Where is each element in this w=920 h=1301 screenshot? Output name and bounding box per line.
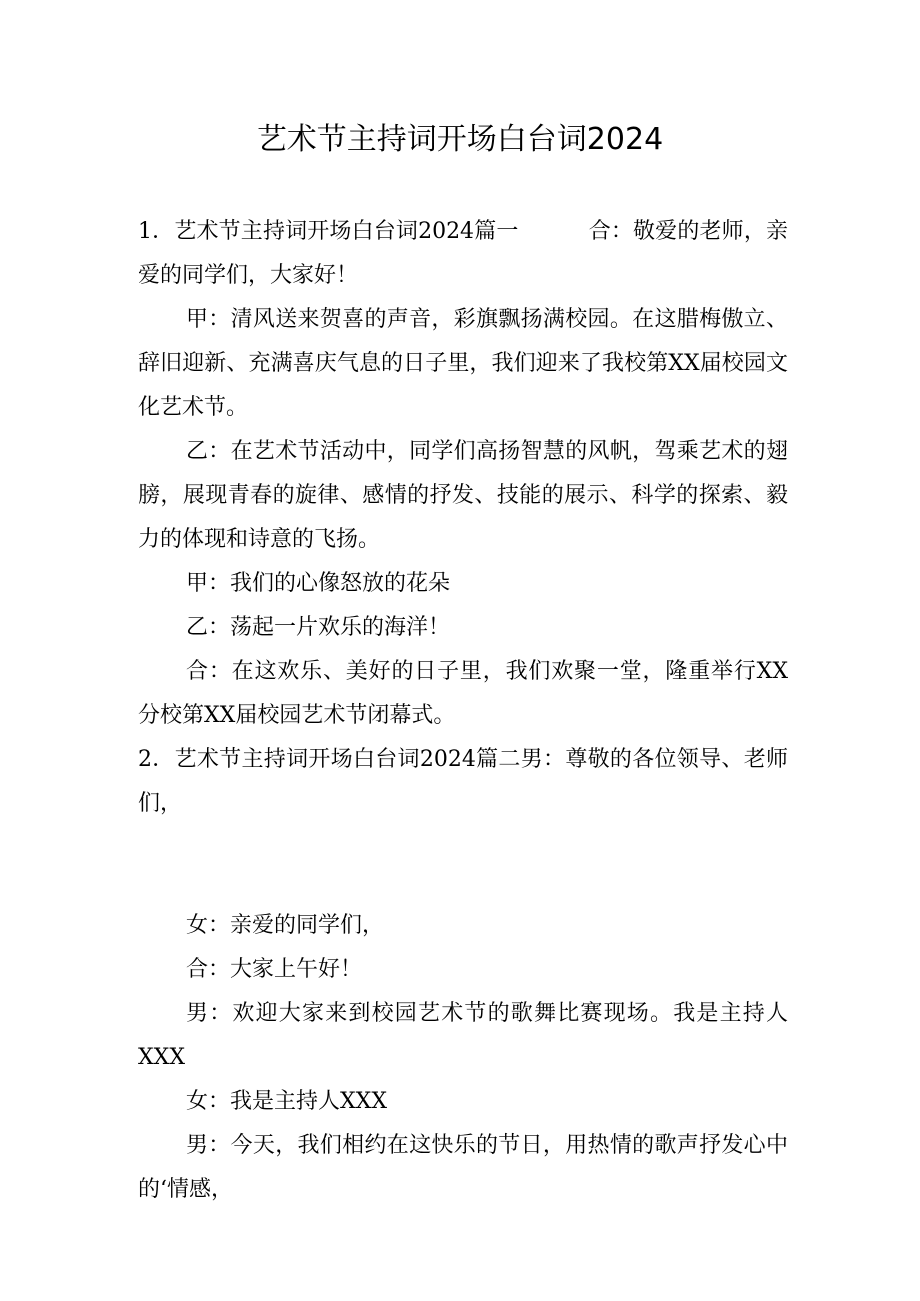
paragraph: 男：欢迎大家来到校园艺术节的歌舞比赛现场。我是主持人XXX [138, 1001, 788, 1070]
paragraph: 甲：清风送来贺喜的声音，彩旗飘扬满校园。在这腊梅傲立、辞旧迎新、充满喜庆气息的日子里，我们迎来了我校第XX届校园文化艺术节。 [138, 307, 788, 420]
section-1-heading: 1．艺术节主持词开场白台词2024篇一 [138, 219, 519, 244]
paragraph: 合：在这欢乐、美好的日子里，我们欢聚一堂，隆重举行XX分校第XX届校园艺术节闭幕式。 [138, 659, 788, 728]
paragraph: 乙：在艺术节活动中，同学们高扬智慧的风帆，驾乘艺术的翅膀，展现青春的旋律、感情的抒发、技能的展示、科学的探索、毅力的体现和诗意的飞扬。 [138, 439, 788, 552]
paragraph: 乙：荡起一片欢乐的海洋！ [186, 615, 451, 640]
paragraph: 女：我是主持人XXX [186, 1089, 387, 1114]
document-title: 艺术节主持词开场白台词2024 [256, 122, 664, 157]
paragraph: 女：亲爱的同学们， [186, 913, 385, 938]
section-1-greeting: 合：敬爱的老师，亲爱的同学们，大家好！ [138, 219, 788, 288]
paragraph-section-1-heading [138, 210, 788, 298]
document-body [138, 210, 788, 1212]
paragraph-section-2-heading: 2．艺术节主持词开场白台词2024篇二男：尊敬的各位领导、老师们， [138, 747, 788, 816]
paragraph-gap [138, 826, 788, 904]
paragraph: 男：今天，我们相约在这快乐的节日，用热情的歌声抒发心中的‘情感， [138, 1133, 788, 1202]
paragraph: 甲：我们的心像怒放的花朵 [186, 571, 451, 596]
paragraph: 合：大家上午好！ [186, 957, 363, 982]
